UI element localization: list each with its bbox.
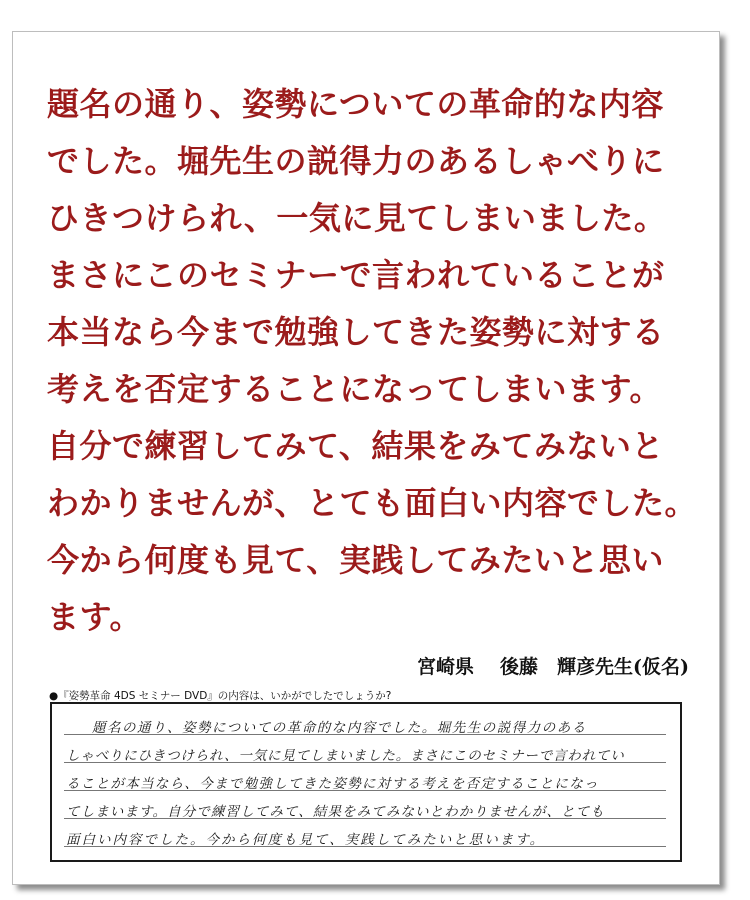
handwritten-line: てしまいます。自分で練習してみて、結果をみてみないとわかりませんが、とても: [66, 804, 605, 820]
survey-question: ●『姿勢革命 4DS セミナー DVD』の内容は、いかがでしたでしょうか?: [49, 690, 392, 702]
testimonial-line: ます。: [47, 598, 142, 636]
handwritten-line: 面白い内容でした。今から何度も見て、実践してみたいと思います。: [66, 832, 546, 848]
testimonial-line: でした。堀先生の説得力のあるしゃべりに: [47, 142, 665, 180]
testimonial-line: わかりませんが、とても面白い内容でした。: [47, 484, 698, 522]
testimonial-line: 題名の通り、姿勢についての革命的な内容: [47, 85, 664, 123]
author-name: 後藤 輝彦先生(仮名): [500, 656, 689, 678]
testimonial-line: 本当なら今まで勉強してきた姿勢に対する: [47, 313, 665, 351]
testimonial-text: [47, 76, 707, 646]
testimonial-line: 考えを否定することになってしまいます。: [47, 370, 662, 408]
author-signature: [417, 652, 689, 679]
handwritten-line: 題名の通り、姿勢についての革命的な内容でした。堀先生の説得力のある: [92, 720, 587, 736]
handwritten-line: しゃべりにひきつけられ、一気に見てしまいました。まさにこのセミナーで言われてい: [66, 748, 625, 764]
testimonial-line: 今から何度も見て、実践してみたいと思い: [47, 541, 664, 579]
testimonial-line: まさにこのセミナーで言われていることが: [47, 256, 665, 294]
testimonial-line: ひきつけられ、一気に見てしまいました。: [47, 199, 667, 237]
author-prefecture: 宮崎県: [417, 656, 475, 678]
testimonial-line: 自分で練習してみて、結果をみてみないと: [47, 427, 664, 465]
handwritten-answer-box: [50, 702, 682, 862]
handwritten-line: ることが本当なら、今まで勉強してきた姿勢に対する考えを否定することになっ: [66, 776, 599, 792]
testimonial-card: [12, 31, 720, 885]
